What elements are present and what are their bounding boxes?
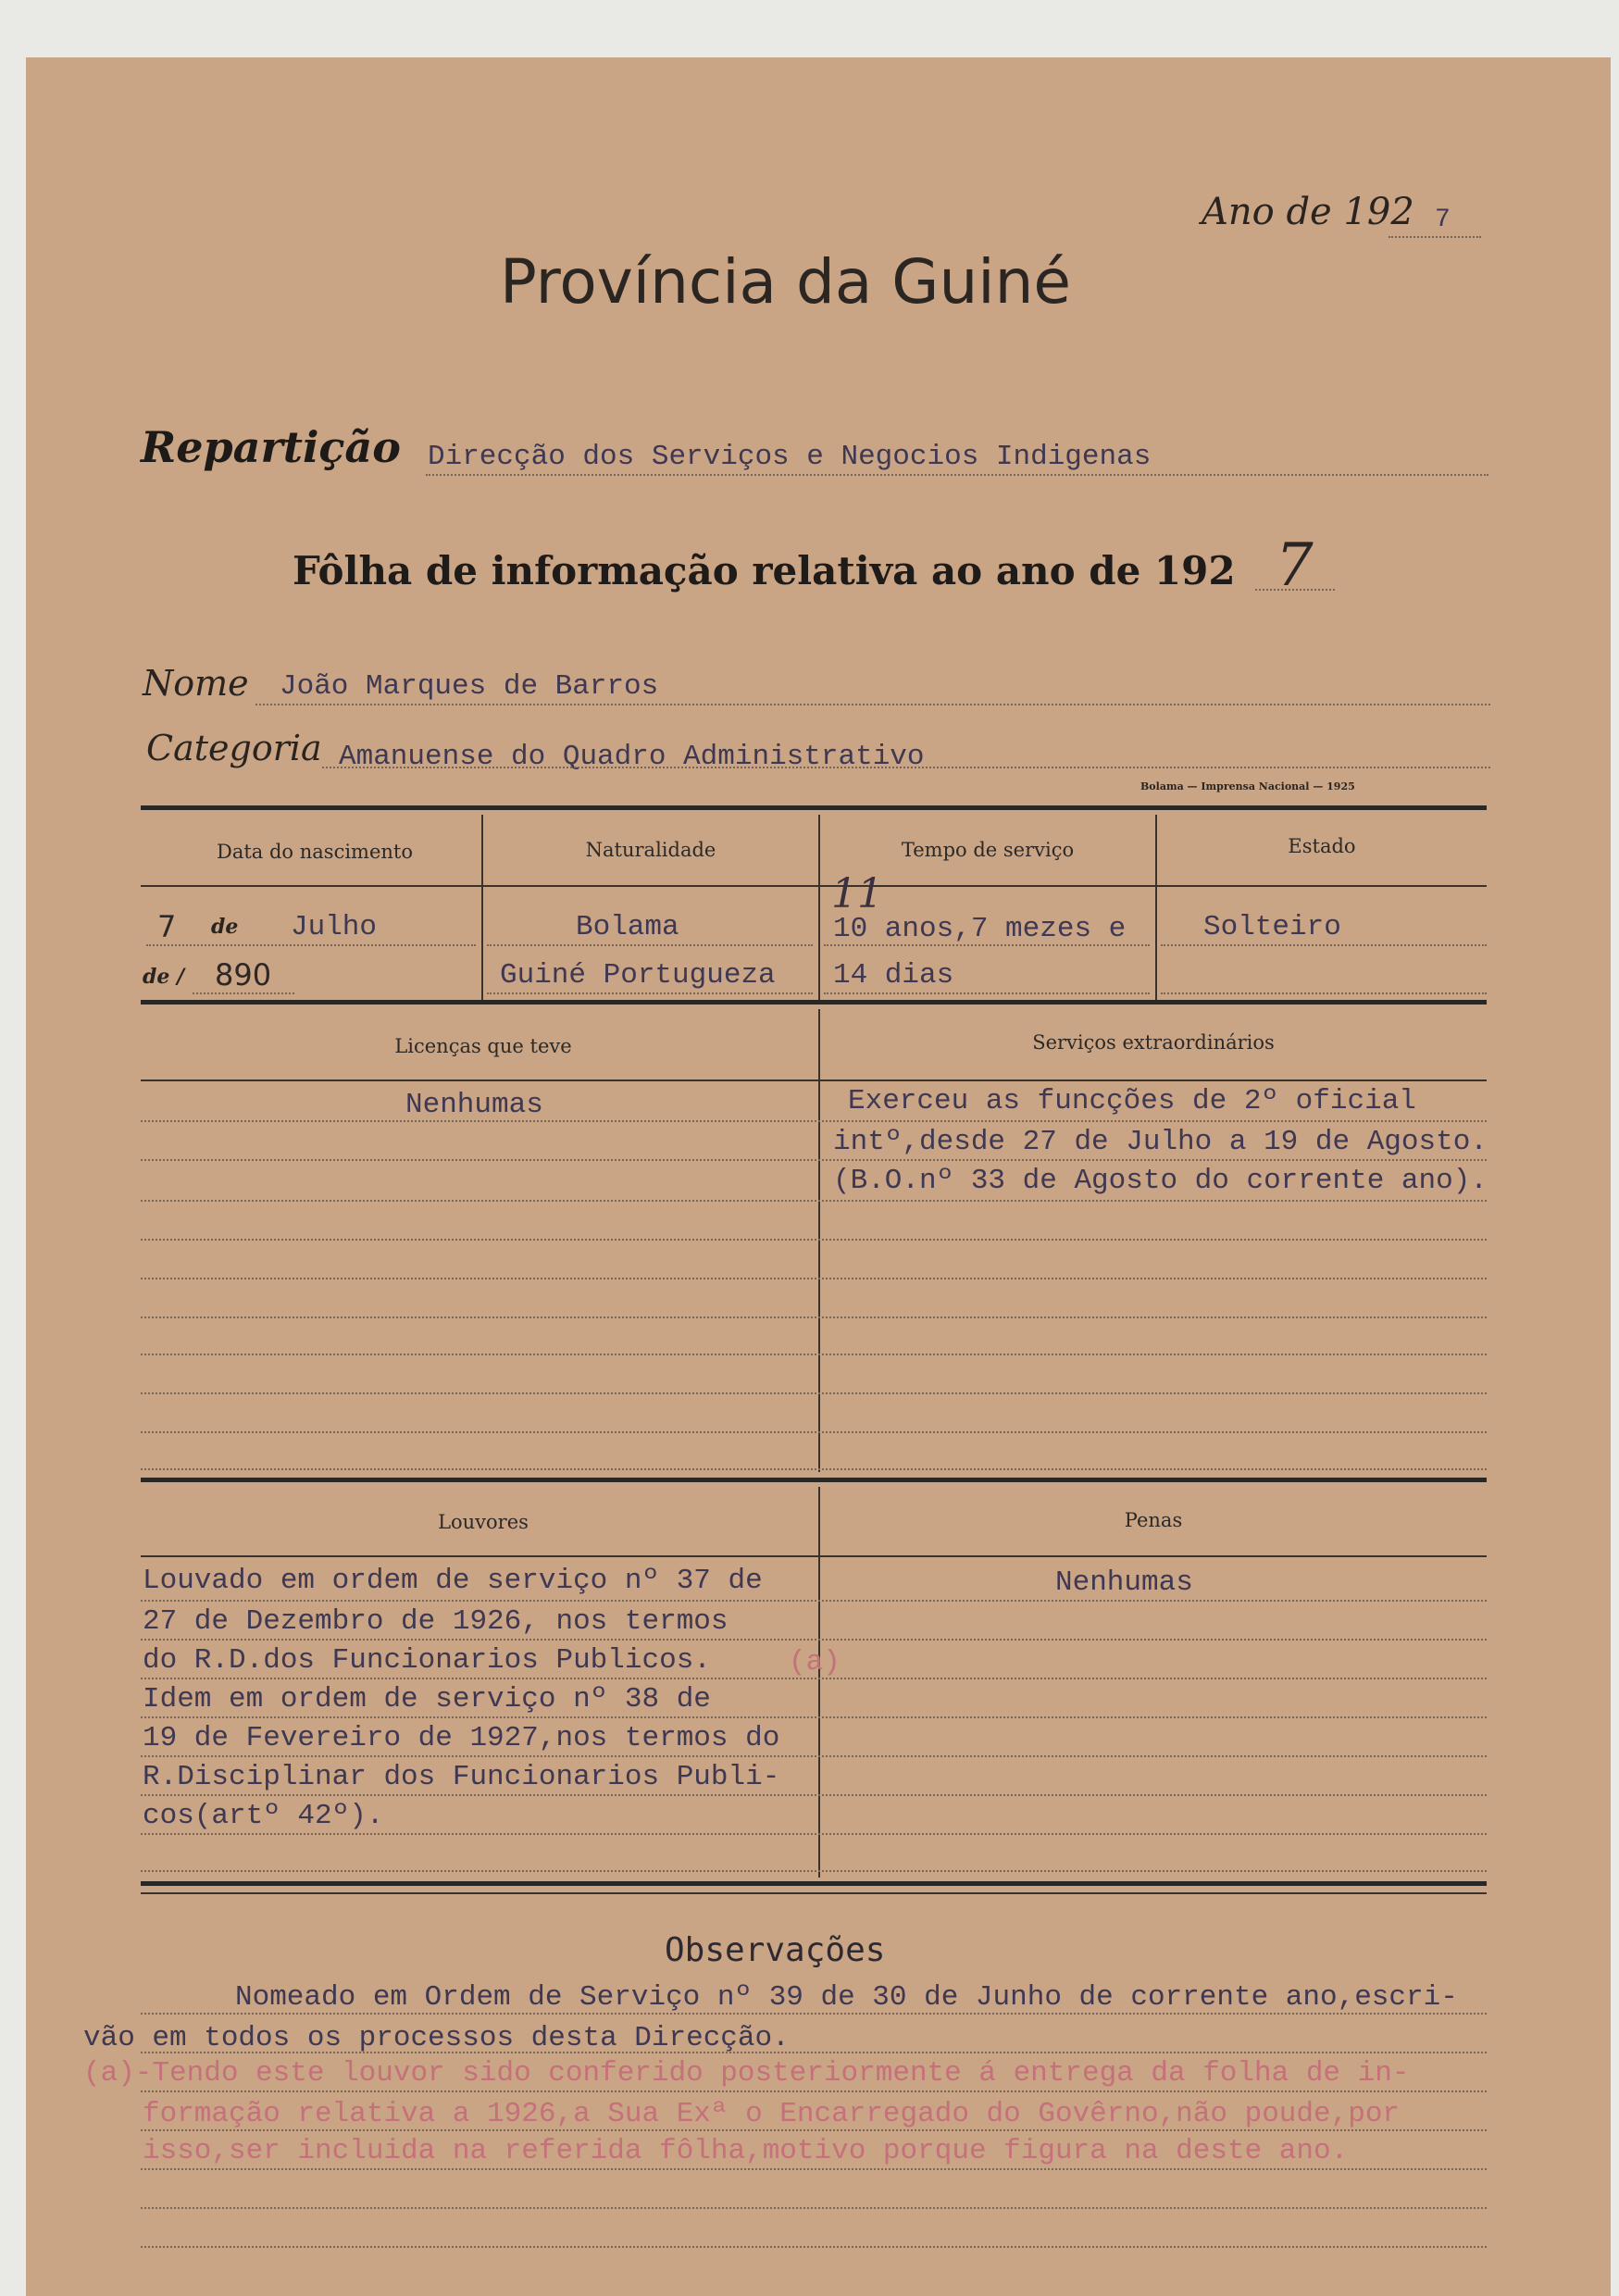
nome-value: João Marques de Barros bbox=[280, 670, 659, 703]
ano-digit: 7 bbox=[1435, 206, 1451, 234]
nascimento-de-1: de bbox=[211, 915, 239, 939]
mid-divider-2 bbox=[818, 1487, 820, 1878]
nome-underline bbox=[255, 704, 1490, 705]
header-estado: Estado bbox=[1288, 835, 1356, 857]
obs-ruled-line bbox=[141, 2013, 1487, 2015]
extraordinarios-line-3: (B.O.nº 33 de Agosto do corrente ano). bbox=[833, 1165, 1488, 1197]
nascimento-underline-2 bbox=[193, 992, 294, 994]
form-title-underline bbox=[1255, 589, 1335, 591]
ruled-line bbox=[141, 1468, 1487, 1470]
ruled-line bbox=[141, 1120, 1487, 1122]
tempo-underline-2 bbox=[824, 992, 1150, 994]
ruled-line bbox=[141, 1794, 1487, 1796]
tempo-line-1: 10 anos,7 mezes e bbox=[833, 913, 1127, 945]
header-naturalidade: Naturalidade bbox=[585, 839, 716, 861]
tempo-handwritten: 11 bbox=[831, 870, 883, 917]
table-bottom-rule bbox=[141, 1000, 1487, 1004]
obs-ruled-line bbox=[141, 2168, 1487, 2170]
ruled-line bbox=[141, 1639, 1487, 1641]
louvores-line-4: Idem em ordem de serviço nº 38 de bbox=[143, 1683, 711, 1716]
nascimento-dia: 7 bbox=[157, 909, 177, 944]
observacoes-line-2: vão em todos os processos desta Direcção. bbox=[83, 2022, 790, 2054]
ruled-line bbox=[141, 1431, 1487, 1433]
nascimento-mes: Julho bbox=[291, 911, 378, 943]
estado-underline-2 bbox=[1161, 992, 1487, 994]
louvores-line-3: do R.D.dos Funcionarios Publicos. bbox=[143, 1644, 711, 1677]
ruled-line bbox=[141, 1678, 1487, 1679]
ruled-line bbox=[141, 1278, 1487, 1279]
ruled-line bbox=[141, 1716, 1487, 1718]
header-penas: Penas bbox=[1124, 1509, 1183, 1531]
louvores-line-6: R.Disciplinar dos Funcionarios Publi- bbox=[143, 1761, 780, 1793]
ruled-line bbox=[141, 1354, 1487, 1355]
header-licencas: Licenças que teve bbox=[394, 1035, 572, 1057]
naturalidade-underline-1 bbox=[487, 944, 813, 946]
categoria-value: Amanuense do Quadro Administrativo bbox=[339, 741, 925, 773]
ruled-line bbox=[141, 1159, 1487, 1161]
reparticao-underline bbox=[426, 474, 1488, 476]
reparticao-value: Direcção dos Serviços e Negocios Indigenas bbox=[428, 441, 1152, 473]
observacoes-line-1: Nomeado em Ordem de Serviço nº 39 de 30 de Junho de corrente ano,escri- bbox=[235, 1981, 1458, 2014]
estado-value: Solteiro bbox=[1203, 911, 1341, 943]
header-extraordinarios: Serviços extraordinários bbox=[1032, 1031, 1275, 1054]
louvores-top-rule bbox=[141, 1478, 1487, 1482]
ruled-line bbox=[141, 1600, 1487, 1602]
extraordinarios-line-2: intº,desde 27 de Julho a 19 de Agosto. bbox=[833, 1126, 1488, 1158]
louvores-red-mark: (a) bbox=[789, 1646, 841, 1678]
naturalidade-line-2: Guiné Portugueza bbox=[500, 959, 776, 992]
ruled-line bbox=[141, 1316, 1487, 1318]
ruled-line bbox=[141, 1392, 1487, 1394]
ruled-line bbox=[141, 1239, 1487, 1241]
observacoes-note-line-2: formação relativa a 1926,a Sua Exª o Encarregado do Govêrno,não poude,por bbox=[143, 2098, 1401, 2130]
reparticao-label: Repartição bbox=[141, 422, 401, 472]
louvores-bottom-rule-2 bbox=[141, 1892, 1487, 1894]
louvores-line-5: 19 de Fevereiro de 1927,nos termos do bbox=[143, 1722, 780, 1754]
obs-ruled-line bbox=[141, 2090, 1487, 2092]
imprint: Bolama — Imprensa Nacional — 1925 bbox=[1140, 780, 1355, 792]
categoria-underline bbox=[322, 767, 1490, 768]
licencas-value: Nenhumas bbox=[405, 1089, 543, 1121]
obs-ruled-line bbox=[141, 2246, 1487, 2248]
nascimento-de-2: de / bbox=[143, 965, 185, 989]
ruled-line bbox=[141, 1200, 1487, 1202]
observacoes-note-line-3: isso,ser incluida na referida fôlha,motivo porque figura na deste ano. bbox=[143, 2135, 1349, 2167]
naturalidade-line-1: Bolama bbox=[576, 911, 679, 943]
extraordinarios-line-1: Exerceu as funcções de 2º oficial bbox=[848, 1085, 1416, 1117]
louvores-line-1: Louvado em ordem de serviço nº 37 de bbox=[143, 1565, 763, 1597]
naturalidade-underline-2 bbox=[487, 992, 813, 994]
obs-ruled-line bbox=[141, 2207, 1487, 2209]
table-top-rule bbox=[141, 805, 1487, 810]
nome-label: Nome bbox=[143, 663, 249, 704]
ruled-line bbox=[141, 1870, 1487, 1872]
header-tempo: Tempo de serviço bbox=[901, 839, 1075, 861]
louvores-header-rule bbox=[141, 1555, 1487, 1557]
louvores-line-2: 27 de Dezembro de 1926, nos termos bbox=[143, 1605, 729, 1638]
ruled-line bbox=[141, 1755, 1487, 1757]
header-nascimento: Data do nascimento bbox=[217, 841, 413, 863]
penas-value: Nenhumas bbox=[1055, 1566, 1193, 1599]
categoria-label: Categoria bbox=[146, 728, 322, 768]
observacoes-header: Observações bbox=[665, 1931, 886, 1969]
estado-underline-1 bbox=[1161, 944, 1487, 946]
licencas-header-rule bbox=[141, 1079, 1487, 1081]
observacoes-note-line-1: (a)-Tendo este louvor sido conferido posteriormente á entrega da folha de in- bbox=[83, 2057, 1410, 2090]
tempo-underline-1 bbox=[824, 944, 1150, 946]
obs-ruled-line bbox=[141, 2052, 1487, 2053]
form-title: Fôlha de informação relativa ao ano de 192 bbox=[293, 548, 1236, 593]
ano-label: Ano de 192 bbox=[1202, 191, 1414, 233]
province-title: Província da Guiné bbox=[500, 246, 1072, 318]
louvores-bottom-rule bbox=[141, 1881, 1487, 1886]
ruled-line bbox=[141, 1833, 1487, 1835]
ano-underline bbox=[1389, 236, 1481, 238]
table-header-rule bbox=[141, 885, 1487, 887]
header-louvores: Louvores bbox=[438, 1511, 529, 1533]
nascimento-ano: 890 bbox=[215, 957, 272, 992]
tempo-line-2: 14 dias bbox=[833, 959, 954, 992]
nascimento-underline-1 bbox=[146, 944, 476, 946]
obs-ruled-line bbox=[141, 2129, 1487, 2131]
form-title-digit: 7 bbox=[1276, 531, 1314, 600]
louvores-line-7: cos(artº 42º). bbox=[143, 1800, 384, 1832]
mid-divider-1 bbox=[818, 1009, 820, 1472]
